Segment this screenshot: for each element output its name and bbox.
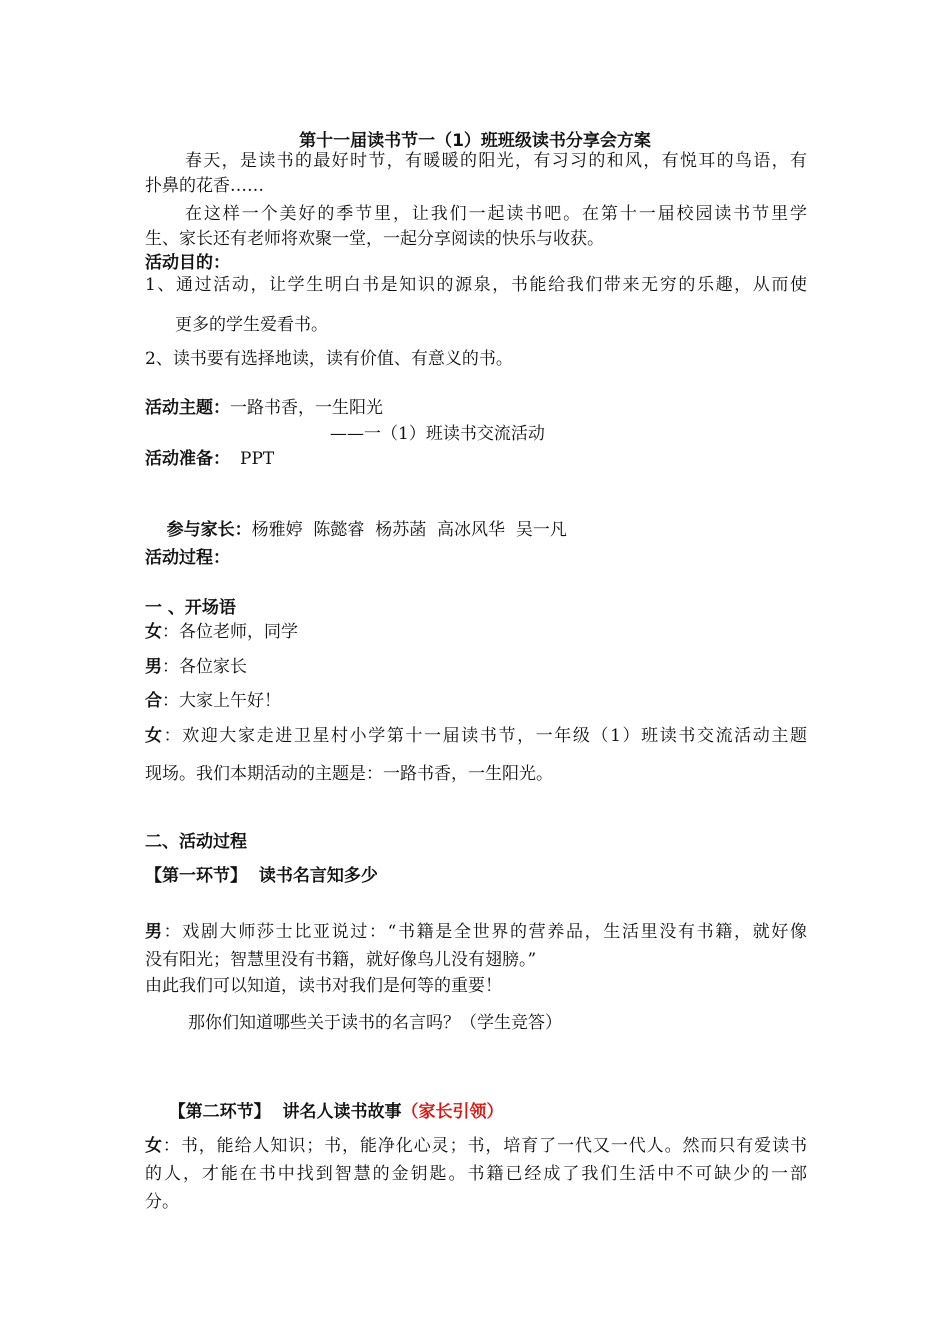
speaker-label: 男 [145, 922, 164, 942]
part-1-heading: 【第一环节】 读书名言知多少 [145, 866, 378, 886]
dialogue-text: ：书，能给人知识；书，能净化心灵；书，培育了一代又一代人。然而只有爱读书 [162, 1136, 808, 1156]
part-2-heading-text: 【第二环节】 讲名人读书故事 [168, 1102, 402, 1122]
part-1-line-2: 没有阳光；智慧里没有书籍，就好像鸟儿没有翅膀。” [145, 950, 537, 970]
intro-paragraph-2-line-1: 在这样一个美好的季节里，让我们一起读书吧。在第十一届校园读书节里学 [185, 204, 807, 224]
speaker-label: 男 [145, 657, 162, 677]
section-1-heading: 一 、开场语 [145, 598, 236, 618]
prep-label: 活动准备： [145, 449, 230, 469]
dialogue-line-4 [145, 725, 807, 747]
speaker-label: 女 [145, 1136, 163, 1156]
prep-line [145, 448, 274, 470]
part-2-line-2: 的人，才能在书中找到智慧的金钥匙。书籍已经成了我们生活中不可缺少的一部 [145, 1164, 807, 1184]
part-2-highlight: （家长引领） [401, 1102, 504, 1122]
speaker-label: 女 [145, 622, 162, 642]
purpose-item-1-line-1: 1、通过活动，让学生明白书是知识的源泉，书能给我们带来无穷的乐趣，从而使 [145, 275, 807, 295]
dialogue-line-1 [145, 621, 298, 643]
dialogue-line-3 [145, 690, 281, 712]
part-2-line-1 [145, 1135, 807, 1157]
dialogue-text: ：戏剧大师莎士比亚说过：“书籍是全世界的营养品，生活里没有书籍，就好像 [163, 922, 807, 942]
intro-paragraph-1-line-1: 春天，是读书的最好时节，有暖暖的阳光，有习习的和风，有悦耳的鸟语，有 [185, 151, 807, 171]
parents-label: 参与家长： [166, 520, 252, 540]
theme-line [145, 397, 383, 419]
purpose-item-1-line-2: 更多的学生爱看书。 [175, 315, 328, 335]
dialogue-text: ：各位老师，同学 [162, 622, 298, 642]
document-title: 第十一届读书节一（1）班班级读书分享会方案 [299, 131, 651, 151]
dialogue-line-2 [145, 656, 247, 678]
dialogue-line-4-continued: 现场。我们本期活动的主题是：一路书香，一生阳光。 [145, 764, 553, 784]
section-2-heading: 二、活动过程 [145, 832, 247, 852]
theme-subtitle: ——一（1）班读书交流活动 [330, 424, 545, 444]
purpose-item-2: 2、读书要有选择地读，读有价值、有意义的书。 [145, 349, 513, 369]
purpose-heading: 活动目的： [145, 253, 230, 273]
dialogue-text: ：大家上午好！ [162, 691, 281, 711]
intro-paragraph-1-line-2: 扑鼻的花香…… [145, 176, 264, 196]
part-2-line-3: 分。 [145, 1192, 179, 1212]
speaker-label: 合 [145, 691, 162, 711]
prep-value: PPT [240, 449, 275, 469]
part-1-line-4: 那你们知道哪些关于读书的名言吗？（学生竞答） [188, 1013, 562, 1033]
speaker-label: 女 [145, 726, 164, 746]
part-1-line-1 [145, 921, 807, 943]
theme-label: 活动主题： [145, 398, 230, 418]
part-1-line-3: 由此我们可以知道，读书对我们是何等的重要！ [145, 976, 502, 996]
process-heading: 活动过程： [145, 548, 230, 568]
theme-value: 一路书香，一生阳光 [230, 398, 383, 418]
parents-value: 杨雅婷 陈懿睿 杨苏菡 高冰风华 吴一凡 [251, 520, 567, 540]
dialogue-text: ：欢迎大家走进卫星村小学第十一届读书节，一年级（1）班读书交流活动主题 [163, 726, 807, 746]
intro-paragraph-2-line-2: 生、家长还有老师将欢聚一堂，一起分享阅读的快乐与收获。 [145, 229, 604, 249]
dialogue-text: ：各位家长 [162, 657, 247, 677]
